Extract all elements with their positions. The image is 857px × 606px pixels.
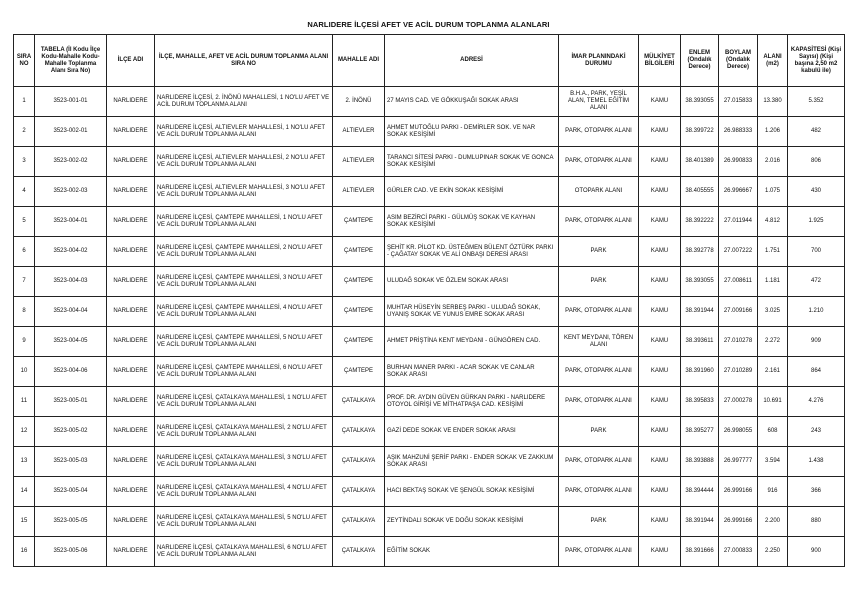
ilce-adi-cell: NARLIDERE <box>107 447 155 477</box>
boylam-cell: 27.007222 <box>719 237 758 267</box>
table-body <box>14 87 845 567</box>
alani-cell: 2.272 <box>758 327 788 357</box>
tabela-cell: 3523-005-04 <box>35 477 107 507</box>
enlem-cell: 38.401389 <box>681 147 719 177</box>
table-row <box>14 177 845 207</box>
ilce-adi-cell: NARLIDERE <box>107 417 155 447</box>
kapasite-cell: 5.352 <box>788 87 845 117</box>
ilce-adi-cell: NARLIDERE <box>107 177 155 207</box>
alani-cell: 1.181 <box>758 267 788 297</box>
mahalle-adi-cell: ÇAMTEPE <box>333 357 385 387</box>
mulkiyet-cell: KAMU <box>639 87 681 117</box>
kapasite-cell: 806 <box>788 147 845 177</box>
tabela-cell: 3523-004-03 <box>35 267 107 297</box>
imar-durumu-cell: B.H.A., PARK, YEŞİL ALAN, TEMEL EĞİTİM ALANI <box>559 87 639 117</box>
sira-no-cell: 3 <box>14 147 35 177</box>
enlem-cell: 38.393611 <box>681 327 719 357</box>
enlem-cell: 38.394444 <box>681 477 719 507</box>
tabela-cell: 3523-004-05 <box>35 327 107 357</box>
mahalle-adi-cell: ÇAMTEPE <box>333 267 385 297</box>
col-header-mahalle-adi: MAHALLE ADI <box>333 35 385 87</box>
mulkiyet-cell: KAMU <box>639 267 681 297</box>
adres-cell: ŞEHİT KR. PİLOT KD. ÜSTEĞMEN BÜLENT ÖZTÜRK PARKI - ÇAĞATAY SOKAK VE ALİ ONBAŞI DERESİ ARASI <box>385 237 559 267</box>
mulkiyet-cell: KAMU <box>639 447 681 477</box>
tabela-cell: 3523-002-03 <box>35 177 107 207</box>
ilce-adi-cell: NARLIDERE <box>107 267 155 297</box>
enlem-cell: 38.405555 <box>681 177 719 207</box>
mulkiyet-cell: KAMU <box>639 297 681 327</box>
mulkiyet-cell: KAMU <box>639 177 681 207</box>
imar-durumu-cell: PARK, OTOPARK ALANI <box>559 117 639 147</box>
col-header-boylam: BOYLAM (Ondalık Derece) <box>719 35 758 87</box>
document-title: NARLIDERE İLÇESİ AFET VE ACİL DURUM TOPLANMA ALANLARI <box>307 20 550 29</box>
alani-cell: 13.380 <box>758 87 788 117</box>
kapasite-cell: 880 <box>788 507 845 537</box>
tabela-cell: 3523-001-01 <box>35 87 107 117</box>
alan-adi-cell: NARLIDERE İLÇESİ, ALTIEVLER MAHALLESİ, 1 NO'LU AFET VE ACİL DURUM TOPLANMA ALANI <box>155 117 333 147</box>
sira-no-cell: 4 <box>14 177 35 207</box>
tabela-cell: 3523-004-02 <box>35 237 107 267</box>
table-row <box>14 507 845 537</box>
adres-cell: MUHTAR HÜSEYİN SERBEŞ PARKI - ULUDAĞ SOKAK, UYANIŞ SOKAK VE YUNUS EMRE SOKAK ARASI <box>385 297 559 327</box>
alan-adi-cell: NARLIDERE İLÇESİ, ÇAMTEPE MAHALLESİ, 4 NO'LU AFET VE ACİL DURUM TOPLANMA ALANI <box>155 297 333 327</box>
col-header-tabela: TABELA (İl Kodu İlçe Kodu-Mahalle Kodu-Mahalle Toplanma Alanı Sıra No) <box>35 35 107 87</box>
ilce-adi-cell: NARLIDERE <box>107 507 155 537</box>
alan-adi-cell: NARLIDERE İLÇESİ, ALTIEVLER MAHALLESİ, 2 NO'LU AFET VE ACİL DURUM TOPLANMA ALANI <box>155 147 333 177</box>
enlem-cell: 38.392778 <box>681 237 719 267</box>
imar-durumu-cell: PARK <box>559 237 639 267</box>
alani-cell: 3.025 <box>758 297 788 327</box>
imar-durumu-cell: PARK, OTOPARK ALANI <box>559 147 639 177</box>
alani-cell: 1.751 <box>758 237 788 267</box>
imar-durumu-cell: OTOPARK ALANI <box>559 177 639 207</box>
alani-cell: 4.812 <box>758 207 788 237</box>
adres-cell: HACI BEKTAŞ SOKAK VE ŞENGÜL SOKAK KESİŞİMİ <box>385 477 559 507</box>
mahalle-adi-cell: ÇATALKAYA <box>333 537 385 567</box>
mahalle-adi-cell: ALTIEVLER <box>333 147 385 177</box>
alan-adi-cell: NARLIDERE İLÇESİ, ÇAMTEPE MAHALLESİ, 1 NO'LU AFET VE ACİL DURUM TOPLANMA ALANI <box>155 207 333 237</box>
col-header-imar-durumu: İMAR PLANINDAKİ DURUMU <box>559 35 639 87</box>
table-row <box>14 267 845 297</box>
alan-adi-cell: NARLIDERE İLÇESİ, 2. İNÖNÜ MAHALLESİ, 1 NO'LU AFET VE ACİL DURUM TOPLANMA ALANI <box>155 87 333 117</box>
table-row <box>14 357 845 387</box>
kapasite-cell: 1.925 <box>788 207 845 237</box>
kapasite-cell: 900 <box>788 537 845 567</box>
sira-no-cell: 16 <box>14 537 35 567</box>
tabela-cell: 3523-005-02 <box>35 417 107 447</box>
adres-cell: 27 MAYIS CAD. VE GÖKKUŞAĞI SOKAK ARASI <box>385 87 559 117</box>
alani-cell: 2.250 <box>758 537 788 567</box>
kapasite-cell: 430 <box>788 177 845 207</box>
adres-cell: AHMET MUTOĞLU PARKI - DEMİRLER SOK. VE NAR SOKAK KESİŞİMİ <box>385 117 559 147</box>
boylam-cell: 27.010289 <box>719 357 758 387</box>
table-row <box>14 297 845 327</box>
alani-cell: 10.691 <box>758 387 788 417</box>
mulkiyet-cell: KAMU <box>639 507 681 537</box>
kapasite-cell: 482 <box>788 117 845 147</box>
mulkiyet-cell: KAMU <box>639 207 681 237</box>
alan-adi-cell: NARLIDERE İLÇESİ, ÇATALKAYA MAHALLESİ, 4 NO'LU AFET VE ACİL DURUM TOPLANMA ALANI <box>155 477 333 507</box>
col-header-adres: ADRESİ <box>385 35 559 87</box>
tabela-cell: 3523-004-06 <box>35 357 107 387</box>
alani-cell: 2.016 <box>758 147 788 177</box>
tabela-cell: 3523-005-03 <box>35 447 107 477</box>
ilce-adi-cell: NARLIDERE <box>107 147 155 177</box>
header-row <box>14 35 845 87</box>
boylam-cell: 27.009166 <box>719 297 758 327</box>
boylam-cell: 27.000278 <box>719 387 758 417</box>
ilce-adi-cell: NARLIDERE <box>107 477 155 507</box>
ilce-adi-cell: NARLIDERE <box>107 327 155 357</box>
boylam-cell: 26.990833 <box>719 147 758 177</box>
mulkiyet-cell: KAMU <box>639 117 681 147</box>
table-row <box>14 387 845 417</box>
sira-no-cell: 13 <box>14 447 35 477</box>
alani-cell: 608 <box>758 417 788 447</box>
imar-durumu-cell: PARK <box>559 507 639 537</box>
kapasite-cell: 864 <box>788 357 845 387</box>
alan-adi-cell: NARLIDERE İLÇESİ, ÇATALKAYA MAHALLESİ, 2 NO'LU AFET VE ACİL DURUM TOPLANMA ALANI <box>155 417 333 447</box>
col-header-sira-no: SIRA NO <box>14 35 35 87</box>
enlem-cell: 38.395833 <box>681 387 719 417</box>
alani-cell: 2.161 <box>758 357 788 387</box>
mulkiyet-cell: KAMU <box>639 387 681 417</box>
table-row <box>14 237 845 267</box>
alan-adi-cell: NARLIDERE İLÇESİ, ALTIEVLER MAHALLESİ, 3 NO'LU AFET VE ACİL DURUM TOPLANMA ALANI <box>155 177 333 207</box>
adres-cell: AŞIK MAHZUNİ ŞERİF PARKI - ENDER SOKAK VE ZAKKUM SOKAK ARASI <box>385 447 559 477</box>
imar-durumu-cell: KENT MEYDANI, TÖREN ALANI <box>559 327 639 357</box>
boylam-cell: 26.988333 <box>719 117 758 147</box>
boylam-cell: 26.996667 <box>719 177 758 207</box>
adres-cell: EĞİTİM SOKAK <box>385 537 559 567</box>
tabela-cell: 3523-005-05 <box>35 507 107 537</box>
enlem-cell: 38.393055 <box>681 87 719 117</box>
col-header-mulkiyet: MÜLKİYET BİLGİLERİ <box>639 35 681 87</box>
tabela-cell: 3523-002-01 <box>35 117 107 147</box>
enlem-cell: 38.399722 <box>681 117 719 147</box>
boylam-cell: 27.010278 <box>719 327 758 357</box>
imar-durumu-cell: PARK, OTOPARK ALANI <box>559 447 639 477</box>
sira-no-cell: 15 <box>14 507 35 537</box>
ilce-adi-cell: NARLIDERE <box>107 387 155 417</box>
mulkiyet-cell: KAMU <box>639 537 681 567</box>
mahalle-adi-cell: ÇATALKAYA <box>333 417 385 447</box>
mahalle-adi-cell: ÇAMTEPE <box>333 297 385 327</box>
mahalle-adi-cell: ÇAMTEPE <box>333 237 385 267</box>
sira-no-cell: 5 <box>14 207 35 237</box>
table-row <box>14 327 845 357</box>
mahalle-adi-cell: 2. İNÖNÜ <box>333 87 385 117</box>
boylam-cell: 26.999166 <box>719 477 758 507</box>
mulkiyet-cell: KAMU <box>639 147 681 177</box>
imar-durumu-cell: PARK, OTOPARK ALANI <box>559 357 639 387</box>
kapasite-cell: 243 <box>788 417 845 447</box>
adres-cell: BURHAN MANER PARKI - ACAR SOKAK VE CANLAR SOKAK ARASI <box>385 357 559 387</box>
boylam-cell: 27.008611 <box>719 267 758 297</box>
enlem-cell: 38.395277 <box>681 417 719 447</box>
imar-durumu-cell: PARK <box>559 417 639 447</box>
adres-cell: ULUDAĞ SOKAK VE ÖZLEM SOKAK ARASI <box>385 267 559 297</box>
ilce-adi-cell: NARLIDERE <box>107 537 155 567</box>
mulkiyet-cell: KAMU <box>639 327 681 357</box>
alan-adi-cell: NARLIDERE İLÇESİ, ÇAMTEPE MAHALLESİ, 6 NO'LU AFET VE ACİL DURUM TOPLANMA ALANI <box>155 357 333 387</box>
enlem-cell: 38.391960 <box>681 357 719 387</box>
enlem-cell: 38.391666 <box>681 537 719 567</box>
kapasite-cell: 472 <box>788 267 845 297</box>
ilce-adi-cell: NARLIDERE <box>107 207 155 237</box>
sira-no-cell: 12 <box>14 417 35 447</box>
alan-adi-cell: NARLIDERE İLÇESİ, ÇATALKAYA MAHALLESİ, 5 NO'LU AFET VE ACİL DURUM TOPLANMA ALANI <box>155 507 333 537</box>
mahalle-adi-cell: ÇAMTEPE <box>333 327 385 357</box>
imar-durumu-cell: PARK, OTOPARK ALANI <box>559 387 639 417</box>
tabela-cell: 3523-005-06 <box>35 537 107 567</box>
mulkiyet-cell: KAMU <box>639 477 681 507</box>
sira-no-cell: 9 <box>14 327 35 357</box>
tabela-cell: 3523-005-01 <box>35 387 107 417</box>
alan-adi-cell: NARLIDERE İLÇESİ, ÇATALKAYA MAHALLESİ, 6 NO'LU AFET VE ACİL DURUM TOPLANMA ALANI <box>155 537 333 567</box>
adres-cell: GÜRLER CAD. VE EKİN SOKAK KESİŞİMİ <box>385 177 559 207</box>
kapasite-cell: 1.210 <box>788 297 845 327</box>
sira-no-cell: 8 <box>14 297 35 327</box>
col-header-alani: ALANI (m2) <box>758 35 788 87</box>
tabela-cell: 3523-004-01 <box>35 207 107 237</box>
table-row <box>14 537 845 567</box>
sira-no-cell: 6 <box>14 237 35 267</box>
mulkiyet-cell: KAMU <box>639 237 681 267</box>
table-row <box>14 117 845 147</box>
table-row <box>14 447 845 477</box>
kapasite-cell: 700 <box>788 237 845 267</box>
kapasite-cell: 4.276 <box>788 387 845 417</box>
boylam-cell: 26.997777 <box>719 447 758 477</box>
enlem-cell: 38.391944 <box>681 507 719 537</box>
mahalle-adi-cell: ÇAMTEPE <box>333 207 385 237</box>
alan-adi-cell: NARLIDERE İLÇESİ, ÇAMTEPE MAHALLESİ, 5 NO'LU AFET VE ACİL DURUM TOPLANMA ALANI <box>155 327 333 357</box>
alani-cell: 2.200 <box>758 507 788 537</box>
sira-no-cell: 7 <box>14 267 35 297</box>
mulkiyet-cell: KAMU <box>639 417 681 447</box>
enlem-cell: 38.392222 <box>681 207 719 237</box>
adres-cell: TARANCI SİTESİ PARKI - DUMLUPINAR SOKAK VE GONCA SOKAK KESİŞİMİ <box>385 147 559 177</box>
enlem-cell: 38.393888 <box>681 447 719 477</box>
alan-adi-cell: NARLIDERE İLÇESİ, ÇAMTEPE MAHALLESİ, 2 NO'LU AFET VE ACİL DURUM TOPLANMA ALANI <box>155 237 333 267</box>
adres-cell: PROF. DR. AYDIN GÜVEN GÜRKAN PARKI - NARLIDERE OTOYOL GİRİŞİ VE MİTHATPAŞA CAD. KESİŞİMİ <box>385 387 559 417</box>
sira-no-cell: 2 <box>14 117 35 147</box>
alani-cell: 1.206 <box>758 117 788 147</box>
mulkiyet-cell: KAMU <box>639 357 681 387</box>
alani-cell: 916 <box>758 477 788 507</box>
mahalle-adi-cell: ÇATALKAYA <box>333 387 385 417</box>
mahalle-adi-cell: ALTIEVLER <box>333 117 385 147</box>
kapasite-cell: 366 <box>788 477 845 507</box>
adres-cell: ZEYTİNDALI SOKAK VE DOĞU SOKAK KESİŞİMİ <box>385 507 559 537</box>
ilce-adi-cell: NARLIDERE <box>107 87 155 117</box>
tabela-cell: 3523-002-02 <box>35 147 107 177</box>
sira-no-cell: 1 <box>14 87 35 117</box>
enlem-cell: 38.393055 <box>681 267 719 297</box>
mahalle-adi-cell: ÇATALKAYA <box>333 447 385 477</box>
table-row <box>14 207 845 237</box>
adres-cell: ASIM BEZİRCİ PARKI - GÜLMÜŞ SOKAK VE KAYHAN SOKAK KESİŞİMİ <box>385 207 559 237</box>
boylam-cell: 26.998055 <box>719 417 758 447</box>
col-header-ilce-adi: İLÇE ADI <box>107 35 155 87</box>
mahalle-adi-cell: ALTIEVLER <box>333 177 385 207</box>
table-row <box>14 477 845 507</box>
alan-adi-cell: NARLIDERE İLÇESİ, ÇAMTEPE MAHALLESİ, 3 NO'LU AFET VE ACİL DURUM TOPLANMA ALANI <box>155 267 333 297</box>
alan-adi-cell: NARLIDERE İLÇESİ, ÇATALKAYA MAHALLESİ, 3 NO'LU AFET VE ACİL DURUM TOPLANMA ALANI <box>155 447 333 477</box>
adres-cell: AHMET PRİŞTİNA KENT MEYDANI - GÜNGÖREN CAD. <box>385 327 559 357</box>
tabela-cell: 3523-004-04 <box>35 297 107 327</box>
boylam-cell: 27.000833 <box>719 537 758 567</box>
alani-cell: 3.594 <box>758 447 788 477</box>
table-row <box>14 417 845 447</box>
sira-no-cell: 11 <box>14 387 35 417</box>
alan-adi-cell: NARLIDERE İLÇESİ, ÇATALKAYA MAHALLESİ, 1 NO'LU AFET VE ACİL DURUM TOPLANMA ALANI <box>155 387 333 417</box>
col-header-enlem: ENLEM (Ondalık Derece) <box>681 35 719 87</box>
imar-durumu-cell: PARK, OTOPARK ALANI <box>559 537 639 567</box>
boylam-cell: 26.999166 <box>719 507 758 537</box>
imar-durumu-cell: PARK, OTOPARK ALANI <box>559 297 639 327</box>
sira-no-cell: 10 <box>14 357 35 387</box>
kapasite-cell: 909 <box>788 327 845 357</box>
assembly-areas-table <box>13 34 845 567</box>
mahalle-adi-cell: ÇATALKAYA <box>333 507 385 537</box>
ilce-adi-cell: NARLIDERE <box>107 117 155 147</box>
adres-cell: GAZİ DEDE SOKAK VE ENDER SOKAK ARASI <box>385 417 559 447</box>
table-row <box>14 87 845 117</box>
boylam-cell: 27.015833 <box>719 87 758 117</box>
ilce-adi-cell: NARLIDERE <box>107 357 155 387</box>
ilce-adi-cell: NARLIDERE <box>107 297 155 327</box>
imar-durumu-cell: PARK <box>559 267 639 297</box>
sira-no-cell: 14 <box>14 477 35 507</box>
mahalle-adi-cell: ÇATALKAYA <box>333 477 385 507</box>
table-row <box>14 147 845 177</box>
boylam-cell: 27.011944 <box>719 207 758 237</box>
imar-durumu-cell: PARK, OTOPARK ALANI <box>559 477 639 507</box>
alani-cell: 1.075 <box>758 177 788 207</box>
imar-durumu-cell: PARK, OTOPARK ALANI <box>559 207 639 237</box>
col-header-kapasite: KAPASİTESİ (Kişi Sayısı) (Kişi başına 2,50 m2 kabulü ile) <box>788 35 845 87</box>
enlem-cell: 38.391944 <box>681 297 719 327</box>
ilce-adi-cell: NARLIDERE <box>107 237 155 267</box>
kapasite-cell: 1.438 <box>788 447 845 477</box>
col-header-alan-adi: İLÇE, MAHALLE, AFET VE ACİL DURUM TOPLANMA ALANI SIRA NO <box>155 35 333 87</box>
